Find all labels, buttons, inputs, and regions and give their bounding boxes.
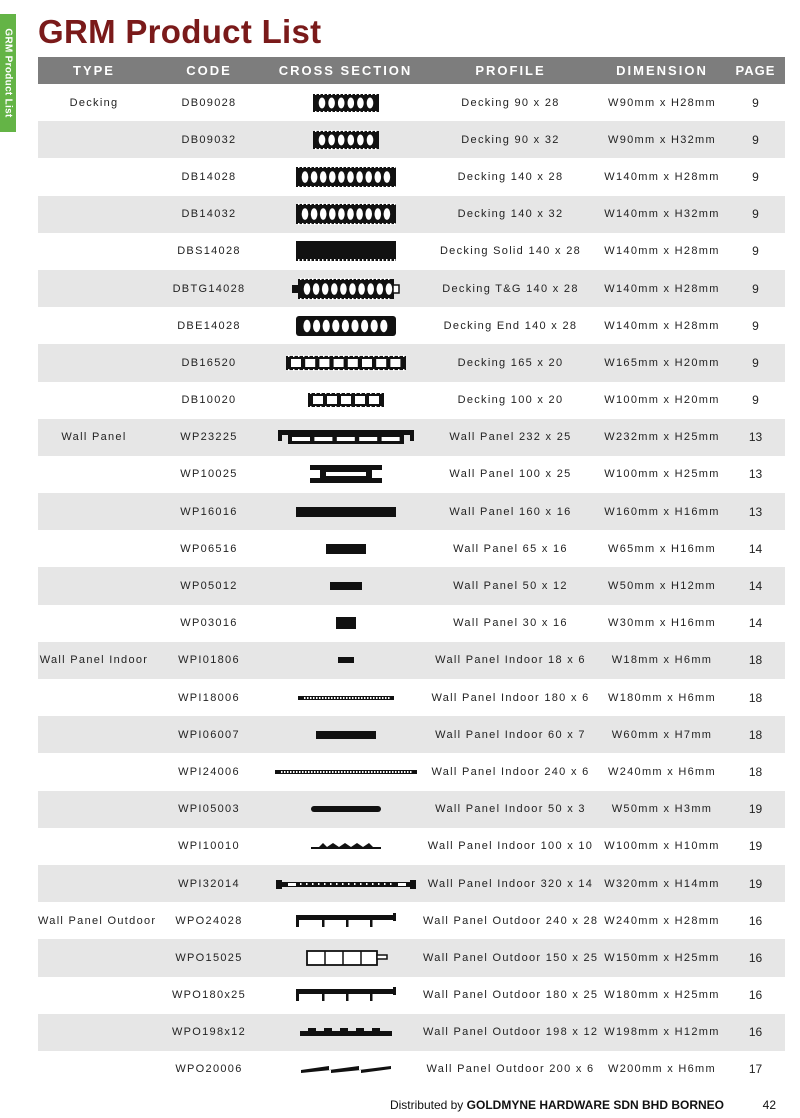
table-row: [38, 939, 785, 976]
row-dimension: W240mm x H6mm: [608, 765, 716, 778]
decking-holes-wide-icon: [268, 158, 423, 195]
solid-bar-icon: [268, 642, 423, 679]
solid-bar-icon: [268, 716, 423, 753]
table-row: [38, 642, 785, 679]
row-profile: Wall Panel Outdoor 198 x 12: [423, 1026, 599, 1039]
long-channel-strip-icon: [268, 865, 423, 902]
table-row: [38, 865, 785, 902]
row-profile: Wall Panel 232 x 25: [449, 431, 572, 444]
table-row: [38, 493, 785, 530]
side-tab-label: GRM Product List: [2, 28, 14, 118]
table-row: [38, 716, 785, 753]
table-row: [38, 196, 785, 233]
outdoor-panel-icon: [268, 902, 423, 939]
header-type: TYPE: [73, 63, 115, 78]
product-table: [38, 57, 785, 1088]
row-profile: Decking 90 x 32: [461, 133, 560, 146]
row-code: DB14028: [181, 170, 237, 183]
row-code: WPO15025: [175, 951, 243, 964]
row-code: WPI05003: [178, 803, 240, 816]
row-profile: Decking 90 x 28: [461, 96, 560, 109]
row-profile: Wall Panel Outdoor 240 x 28: [423, 914, 599, 927]
row-code: DB10020: [181, 394, 237, 407]
decking-tongue-groove-icon: [268, 270, 423, 307]
table-row: [38, 753, 785, 790]
row-page: 9: [752, 281, 759, 296]
row-dimension: W100mm x H25mm: [604, 468, 720, 481]
row-dimension: W232mm x H25mm: [604, 431, 720, 444]
row-page: 9: [752, 318, 759, 333]
row-profile: Wall Panel Indoor 240 x 6: [431, 765, 590, 778]
row-code: WPI10010: [178, 840, 240, 853]
row-type: Wall Panel Outdoor: [38, 914, 157, 927]
row-profile: Wall Panel Indoor 60 x 7: [435, 728, 586, 741]
table-row: [38, 307, 785, 344]
table-body: [38, 84, 785, 1088]
table-row: [38, 679, 785, 716]
row-profile: Decking Solid 140 x 28: [439, 245, 582, 258]
row-type: Wall Panel Indoor: [39, 654, 149, 667]
row-type: Decking: [69, 96, 119, 109]
table-row: [38, 1051, 785, 1088]
row-code: DBS14028: [177, 245, 241, 258]
row-code: DB09032: [181, 133, 237, 146]
decking-solid-icon: [268, 233, 423, 270]
table-row: [38, 902, 785, 939]
table-row: [38, 605, 785, 642]
outdoor-panel-icon: [268, 977, 423, 1014]
row-page: 19: [748, 802, 763, 817]
table-row: [38, 567, 785, 604]
row-profile: Decking 165 x 20: [457, 356, 564, 369]
row-page: 19: [748, 839, 763, 854]
row-page: 9: [752, 244, 759, 259]
table-row: [38, 828, 785, 865]
row-dimension: W198mm x H12mm: [604, 1026, 720, 1039]
row-dimension: W140mm x H28mm: [604, 245, 720, 258]
row-code: DB16520: [181, 356, 237, 369]
wavy-strip-icon: [268, 828, 423, 865]
row-code: WPO24028: [175, 914, 243, 927]
row-dimension: W180mm x H25mm: [604, 989, 720, 1002]
row-page: 18: [748, 690, 763, 705]
row-dimension: W160mm x H16mm: [604, 505, 720, 518]
outdoor-box-icon: [268, 939, 423, 976]
row-profile: Decking 100 x 20: [457, 394, 564, 407]
table-row: [38, 270, 785, 307]
row-page: 16: [748, 913, 763, 928]
row-code: DBE14028: [177, 319, 241, 332]
row-dimension: W50mm x H3mm: [611, 803, 713, 816]
row-page: 16: [748, 1025, 763, 1040]
row-page: 19: [748, 876, 763, 891]
row-dimension: W100mm x H10mm: [604, 840, 720, 853]
row-dimension: W30mm x H16mm: [608, 617, 716, 630]
row-code: WPI01806: [178, 654, 240, 667]
row-page: 16: [748, 950, 763, 965]
row-dimension: W140mm x H28mm: [604, 319, 720, 332]
wall-panel-channel-icon: [268, 456, 423, 493]
row-code: WP23225: [180, 431, 238, 444]
row-page: 14: [748, 616, 763, 631]
table-row: [38, 382, 785, 419]
thin-strip-icon: [268, 753, 423, 790]
table-row: [38, 344, 785, 381]
decking-end-icon: [268, 307, 423, 344]
table-row: [38, 977, 785, 1014]
footer: [0, 1096, 800, 1116]
row-profile: Wall Panel Indoor 50 x 3: [435, 803, 586, 816]
wall-panel-wide-icon: [268, 419, 423, 456]
row-page: 18: [748, 727, 763, 742]
row-code: DB14032: [181, 208, 237, 221]
header-page: PAGE: [735, 63, 776, 78]
row-dimension: W60mm x H7mm: [611, 728, 713, 741]
table-row: [38, 456, 785, 493]
decking-holes-wide-icon: [268, 196, 423, 233]
distributor-company: GOLDMYNE HARDWARE SDN BHD BORNEO: [466, 1098, 724, 1112]
solid-bar-icon: [268, 493, 423, 530]
solid-bar-icon: [268, 605, 423, 642]
row-page: 14: [748, 541, 763, 556]
header-code: CODE: [186, 63, 232, 78]
row-profile: Wall Panel Outdoor 150 x 25: [423, 951, 599, 964]
row-code: WPO180x25: [171, 989, 247, 1002]
row-dimension: W200mm x H6mm: [608, 1063, 716, 1076]
row-page: 13: [748, 467, 763, 482]
row-dimension: W180mm x H6mm: [608, 691, 716, 704]
row-code: WPO198x12: [171, 1026, 247, 1039]
row-code: WP06516: [180, 542, 238, 555]
row-code: WP05012: [180, 580, 238, 593]
row-page: 14: [748, 579, 763, 594]
row-dimension: W50mm x H12mm: [608, 580, 716, 593]
row-page: 9: [752, 132, 759, 147]
page-number: 42: [762, 1098, 776, 1112]
header-cross-section: CROSS SECTION: [278, 63, 413, 78]
decking-rect-holes-icon: [268, 344, 423, 381]
table-row: [38, 233, 785, 270]
rounded-bar-icon: [268, 791, 423, 828]
decking-holes-small-icon: [268, 121, 423, 158]
row-code: WPI18006: [178, 691, 240, 704]
row-profile: Decking End 140 x 28: [443, 319, 578, 332]
row-dimension: W90mm x H28mm: [608, 96, 716, 109]
header-dimension: DIMENSION: [616, 63, 708, 78]
row-code: WP03016: [180, 617, 238, 630]
row-dimension: W150mm x H25mm: [604, 951, 720, 964]
row-code: DB09028: [181, 96, 237, 109]
distributor-prefix: Distributed by: [389, 1098, 464, 1112]
page-title: GRM Product List: [38, 13, 322, 50]
row-page: 16: [748, 988, 763, 1003]
row-code: DBTG14028: [172, 282, 246, 295]
row-profile: Decking T&G 140 x 28: [442, 282, 579, 295]
outdoor-overlap-icon: [268, 1051, 423, 1088]
row-page: 9: [752, 207, 759, 222]
row-dimension: W90mm x H32mm: [608, 133, 716, 146]
table-header: [38, 57, 785, 84]
row-dimension: W140mm x H28mm: [604, 282, 720, 295]
row-profile: Wall Panel 50 x 12: [453, 580, 568, 593]
row-profile: Wall Panel Outdoor 200 x 6: [426, 1063, 595, 1076]
row-dimension: W240mm x H28mm: [604, 914, 720, 927]
row-code: WPI24006: [178, 765, 240, 778]
table-row: [38, 84, 785, 121]
table-row: [38, 791, 785, 828]
table-row: [38, 158, 785, 195]
row-code: WP10025: [180, 468, 238, 481]
row-profile: Wall Panel Outdoor 180 x 25: [423, 989, 599, 1002]
row-page: 17: [748, 1062, 763, 1077]
row-dimension: W140mm x H32mm: [604, 208, 720, 221]
solid-bar-icon: [268, 567, 423, 604]
row-page: 18: [748, 764, 763, 779]
row-profile: Decking 140 x 28: [457, 170, 564, 183]
row-profile: Wall Panel 30 x 16: [453, 617, 568, 630]
row-code: WP16016: [180, 505, 238, 518]
row-profile: Wall Panel 100 x 25: [449, 468, 572, 481]
row-code: WPO20006: [175, 1063, 243, 1076]
row-code: WPI32014: [178, 877, 240, 890]
row-dimension: W100mm x H20mm: [604, 394, 720, 407]
row-profile: Wall Panel Indoor 180 x 6: [431, 691, 590, 704]
row-page: 9: [752, 355, 759, 370]
thin-strip-icon: [268, 679, 423, 716]
decking-holes-small-icon: [268, 84, 423, 121]
decking-rect-holes-small-icon: [268, 382, 423, 419]
row-page: 9: [752, 95, 759, 110]
solid-bar-icon: [268, 530, 423, 567]
row-profile: Wall Panel 160 x 16: [449, 505, 572, 518]
table-row: [38, 121, 785, 158]
table-row: [38, 530, 785, 567]
header-profile: PROFILE: [475, 63, 546, 78]
row-page: 9: [752, 169, 759, 184]
row-profile: Wall Panel Indoor 100 x 10: [427, 840, 594, 853]
row-page: 9: [752, 393, 759, 408]
row-code: WPI06007: [178, 728, 240, 741]
row-profile: Decking 140 x 32: [457, 208, 564, 221]
row-dimension: W65mm x H16mm: [608, 542, 716, 555]
table-row: [38, 419, 785, 456]
row-dimension: W18mm x H6mm: [611, 654, 713, 667]
row-type: Wall Panel: [61, 431, 127, 444]
row-page: 13: [748, 504, 763, 519]
row-page: 13: [748, 430, 763, 445]
table-row: [38, 1014, 785, 1051]
outdoor-shiplap-icon: [268, 1014, 423, 1051]
row-profile: Wall Panel Indoor 320 x 14: [427, 877, 594, 890]
side-tab: [0, 14, 16, 132]
row-profile: Wall Panel Indoor 18 x 6: [435, 654, 586, 667]
distributor-line: [390, 1098, 724, 1112]
row-dimension: W140mm x H28mm: [604, 170, 720, 183]
row-dimension: W165mm x H20mm: [604, 356, 720, 369]
row-page: 18: [748, 653, 763, 668]
row-profile: Wall Panel 65 x 16: [453, 542, 568, 555]
row-dimension: W320mm x H14mm: [604, 877, 720, 890]
